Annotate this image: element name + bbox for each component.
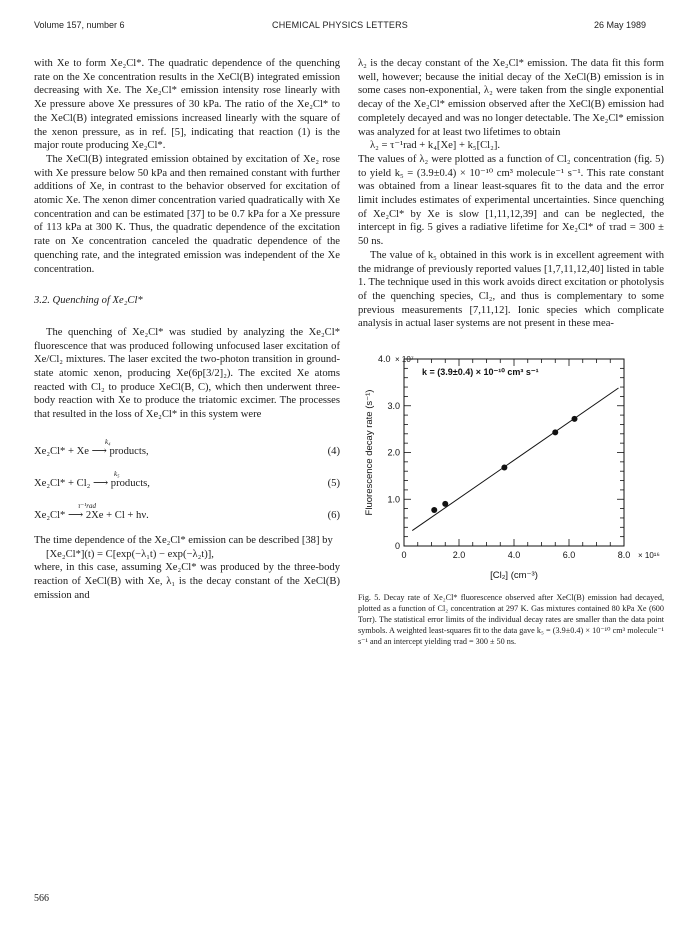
fit-line xyxy=(412,388,618,531)
rate-constant-label: k₅ xyxy=(114,469,120,478)
data-point xyxy=(501,465,507,471)
y-scale-label: × 10⁷ xyxy=(395,355,414,365)
x-scale-label: × 10¹⁶ xyxy=(638,551,660,561)
y-tick-label: 3.0 xyxy=(387,400,400,411)
plot-frame xyxy=(404,359,624,546)
y-tick-label: 4.0 xyxy=(378,354,391,365)
equation-number: (5) xyxy=(327,478,340,490)
paragraph: with Xe to form Xe₂Cl*. The quadratic dependence of the quenching rate on the Xe concentration results in the XeCl(B) integrated emission decreasing with Xe. The Xe₂Cl* emission intensity rose linearly with Xe pressure above Xe pressures of 30 kPa. The ratio of the Xe₂Cl* to the XeCl(B) integrated emissions increased linearly with the square of the xenon pressure, as in ref. [5], indicating that reaction (1) is the major route producing Xe₂Cl*. xyxy=(34,58,340,152)
equation-number: (4) xyxy=(327,446,340,458)
running-header xyxy=(34,20,646,34)
paragraph: where, in this case, assuming Xe₂Cl* was produced by the three-body reaction of XeCl(B) with Xe, λ₁ is the decay constant of the XeCl(B) emission and xyxy=(34,562,340,601)
figure-caption: Fig. 5. Decay rate of Xe₂Cl* fluorescence observed after XeCl(B) emission had decayed, plotted as a function of Cl₂ concentration at 297 K. Gas mixtures contained 80 kPa Xe (600 Torr). The statistical error limits of the individual decay rates are smaller than the data point symbols. A weighted least-squares fit to the data gave k₅ = (3.9±0.4) × 10⁻¹⁰ cm³ molecule⁻¹ s⁻¹ and an intercept yielding τrad = 300 ± 50 ns. xyxy=(358,593,664,647)
data-point xyxy=(552,429,558,435)
y-tick-label: 1.0 xyxy=(387,494,400,505)
paragraph: The time dependence of the Xe₂Cl* emission can be described [38] by xyxy=(34,534,333,546)
data-point xyxy=(442,501,448,507)
x-tick-label: 6.0 xyxy=(562,550,576,561)
journal-name: CHEMICAL PHYSICS LETTERS xyxy=(272,20,408,30)
decay-constant-equation: λ₂ = τ⁻¹rad + k₄[Xe] + k₅[Cl₂]. xyxy=(370,140,500,152)
x-tick-label: 4.0 xyxy=(507,550,521,561)
volume-info: Volume 157, number 6 xyxy=(34,20,125,30)
equation-expression: Xe₂Cl* + Cl₂ ⟶ products, xyxy=(34,478,150,490)
fit-annotation: k = (3.9±0.4) × 10⁻¹⁰ cm³ s⁻¹ xyxy=(422,367,539,378)
figure-5 xyxy=(358,343,664,588)
equation-expression: Xe₂Cl* ⟶ 2Xe + Cl + hν. xyxy=(34,510,149,522)
paragraph: λ₂ is the decay constant of the Xe₂Cl* emission. The data fit this form well, however; because the initial decay of the XeCl(B) emission is in some cases non-exponential, λ₂ were taken from the single exponential decay of the Xe₂Cl* emission observed after the XeCl(B) emission had completely decayed and was no longer detectable. The Xe₂Cl* emission was analyzed for at least two lifetimes to obtain xyxy=(358,58,664,138)
paragraph: The quenching of Xe₂Cl* was studied by analyzing the Xe₂Cl* fluorescence that was produced following unfocused laser excitation of Xe/Cl₂ mixtures. The laser excited the two-photon transition in ground-state atomic xenon, producing Xe(6p[3/2]₂). The excited Xe atoms reacted with Cl₂ to produce XeCl(B, C), which then underwent three-body reaction with Xe to produce the triatomic excimer. The processes that resulted in the loss of Xe₂Cl* in this system were xyxy=(34,326,340,421)
data-point xyxy=(572,416,578,422)
equation-number: (6) xyxy=(327,510,340,522)
data-point xyxy=(431,507,437,513)
section-heading: 3.2. Quenching of Xe₂Cl* xyxy=(34,295,143,307)
rate-constant-label: k₄ xyxy=(105,437,111,446)
decay-rate-chart xyxy=(358,343,664,588)
issue-date: 26 May 1989 xyxy=(593,20,646,30)
x-tick-label: 2.0 xyxy=(452,550,466,561)
equation-expression: Xe₂Cl* + Xe ⟶ products, xyxy=(34,446,149,458)
y-axis-label: Fluorescence decay rate (s⁻¹) xyxy=(364,389,375,516)
right-column xyxy=(358,57,664,647)
y-tick-label: 2.0 xyxy=(387,447,400,458)
left-column xyxy=(34,57,340,602)
x-axis-label: [Cl₂] (cm⁻³) xyxy=(490,570,538,582)
x-tick-label: 0 xyxy=(401,550,407,561)
paragraph: The value of k₅ obtained in this work is in excellent agreement with the midrange of previously reported values [1,7,11,12,40] listed in table 1. The technique used in this work avoids direct excitation or photolysis of the quenching species, Cl₂, and thus is complementary to some previous measurements [7,11,12]. Ionic species which complicate analysis in actual laser systems are not present in these mea- xyxy=(358,249,664,330)
x-tick-label: 8.0 xyxy=(617,550,631,561)
paragraph: The XeCl(B) integrated emission obtained by excitation of Xe₂ rose with Xe pressure below 50 kPa and then remained constant with further additions of Xe, in contrast to the behavior observed for excitation of atomic Xe. The xenon dimer concentration varied quadratically with Xe concentration and can be estimated [37] to be 0.7 kPa for a Xe pressure of 113 kPa at 300 K. Thus, the quadratic dependence of the excitation rate on Xe concentration canceled the quadratic dependence of the quenching rate, and the integrated emission was independent of the Xe concentration. xyxy=(34,153,340,275)
equation-6 xyxy=(34,500,340,526)
rate-constant-label: τ⁻¹rad xyxy=(78,501,97,510)
page-number: 566 xyxy=(34,893,49,904)
time-dependence-equation: [Xe₂Cl*](t) = C[exp(−λ₁t) − exp(−λ₂t)], xyxy=(46,548,214,560)
equation-4 xyxy=(34,436,340,462)
equation-5 xyxy=(34,468,340,494)
paragraph: The values of λ₂ were plotted as a function of Cl₂ concentration (fig. 5) to yield k₅ = (3.9±0.4) × 10⁻¹⁰ cm³ molecule⁻¹ s⁻¹. This rate constant was obtained from a linear least-squares fit to the data and the error limit includes estimates of experimental uncertainties. Since quenching of Xe₂Cl* by Xe is slow [1,11,12,39] and can be neglected, the intercept in fig. 5 gives a radiative lifetime for Xe₂Cl* of τrad = 300 ± 50 ns. xyxy=(358,153,664,248)
y-tick-label: 0 xyxy=(394,541,400,552)
